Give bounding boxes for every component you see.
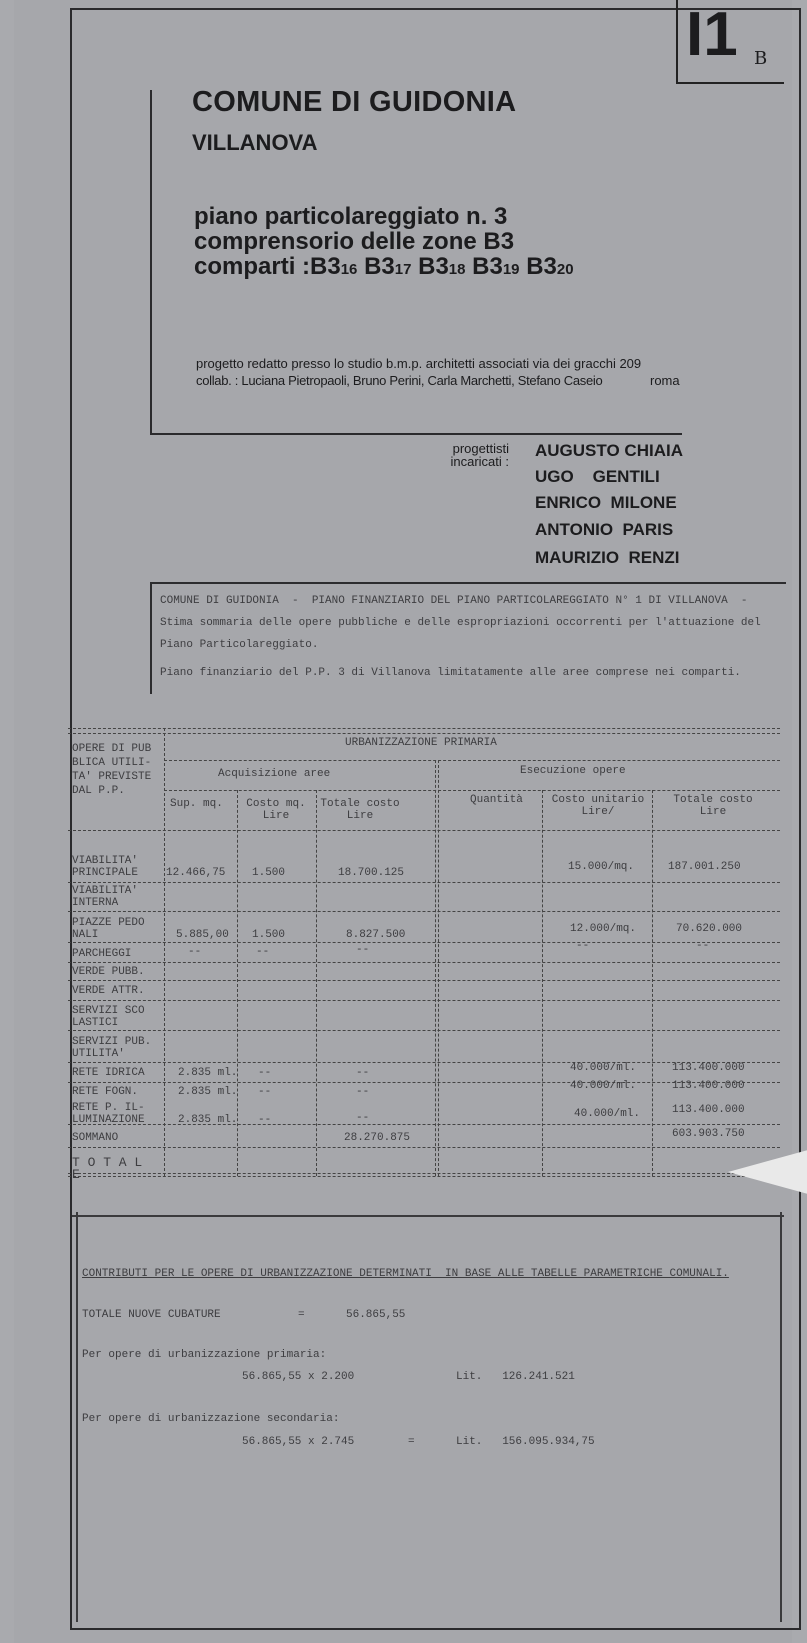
locality-title: VILLANOVA [192,130,318,155]
col-opere-header: OPERE DI PUB BLICA UTILI- TA' PREVISTE DAL P.P. [72,743,152,797]
designer-4: ANTONIO PARIS [535,520,674,539]
contrib-prim-lit: Lit. 126.241.521 [456,1371,575,1383]
finance-top-rule [150,582,786,584]
col-header-unit: Costo unitario Lire/ [551,794,645,818]
contrib-sec-calc: 56.865,55 x 2.745 [242,1436,355,1448]
contrib-prim-calc: 56.865,55 x 2.200 [242,1371,355,1383]
credit-line-2: collab. : Luciana Pietropaoli, Bruno Perini, Carla Marchetti, Stefano Caseio [196,373,603,388]
subheader-esec: Esecuzione opere [520,765,626,777]
contrib-left-rule [76,1212,78,1622]
contrib-sec-label: Per opere di urbanizzazione secondaria: [82,1413,340,1425]
finance-desc-1: Stima sommaria delle opere pubbliche e delle espropriazioni occorrenti per l'attuazione del [160,617,761,629]
contrib-right-rule [780,1212,782,1622]
contrib-title: CONTRIBUTI PER LE OPERE DI URBANIZZAZIONE DETERMINATI IN BASE ALLE TABELLE PARAMETRICHE COMUNALI. [82,1268,729,1280]
comparti-1: B317 [364,253,412,280]
group-header: URBANIZZAZIONE PRIMARIA [345,737,497,749]
plan-line-1: piano particolareggiato n. 3 [194,203,508,230]
sheet-code-badge [676,0,784,84]
designers-label: progettisti incaricati : [450,441,509,469]
contrib-cub-val: 56.865,55 [346,1309,406,1321]
plan-line-2: comprensorio delle zone B3 [194,228,515,255]
finance-left-rule [150,582,152,694]
torn-edge [728,1150,807,1194]
contrib-sec-lit: Lit. 156.095.934,75 [456,1436,595,1448]
header-left-rule [150,90,152,434]
finance-desc-2: Piano Particolareggiato. [160,639,319,651]
comparti-0: B316 [310,253,358,280]
contrib-top-rule [72,1215,784,1217]
comparti-4: B320 [526,253,574,280]
plan-line-3 [194,254,574,282]
comparti-3: B319 [472,253,520,280]
contrib-prim-label: Per opere di urbanizzazione primaria: [82,1349,327,1361]
credit-line-1: progetto redatto presso lo studio b.m.p. architetti associati via dei gracchi 209 [196,356,642,371]
subheader-acq: Acquisizione aree [218,768,331,780]
credit-city: roma [650,373,680,388]
header-bottom-rule [150,433,682,435]
contrib-cub-label: TOTALE NUOVE CUBATURE [82,1309,221,1321]
col-header-costo: Costo mq. Lire [246,798,306,822]
finance-title: COMUNE DI GUIDONIA - PIANO FINANZIARIO DEL PIANO PARTICOLAREGGIATO N° 1 DI VILLANOVA - [160,595,748,607]
contrib-sec-eq: = [408,1436,415,1448]
sheet-code-sub: B [754,48,768,69]
col-header-qty: Quantità [470,794,523,806]
designer-5: MAURIZIO RENZI [535,548,680,567]
comparti-prefix: comparti : [194,253,311,280]
col-header-tot: Totale costo Lire [320,798,400,822]
finance-desc-3: Piano finanziario del P.P. 3 di Villanova limitatamente alle aree comprese nei comparti. [160,667,741,679]
col-header-tot2: Totale costo Lire [673,794,753,818]
designer-2: UGO GENTILI [535,467,660,486]
comparti-2: B318 [418,253,466,280]
contrib-cub-eq: = [298,1309,305,1321]
designer-1: AUGUSTO CHIAIA [535,441,683,460]
designer-3: ENRICO MILONE [535,493,677,512]
sheet-code: I1 [686,0,738,69]
col-header-sup: Sup. mq. [170,798,223,810]
city-title: COMUNE DI GUIDONIA [192,86,517,118]
